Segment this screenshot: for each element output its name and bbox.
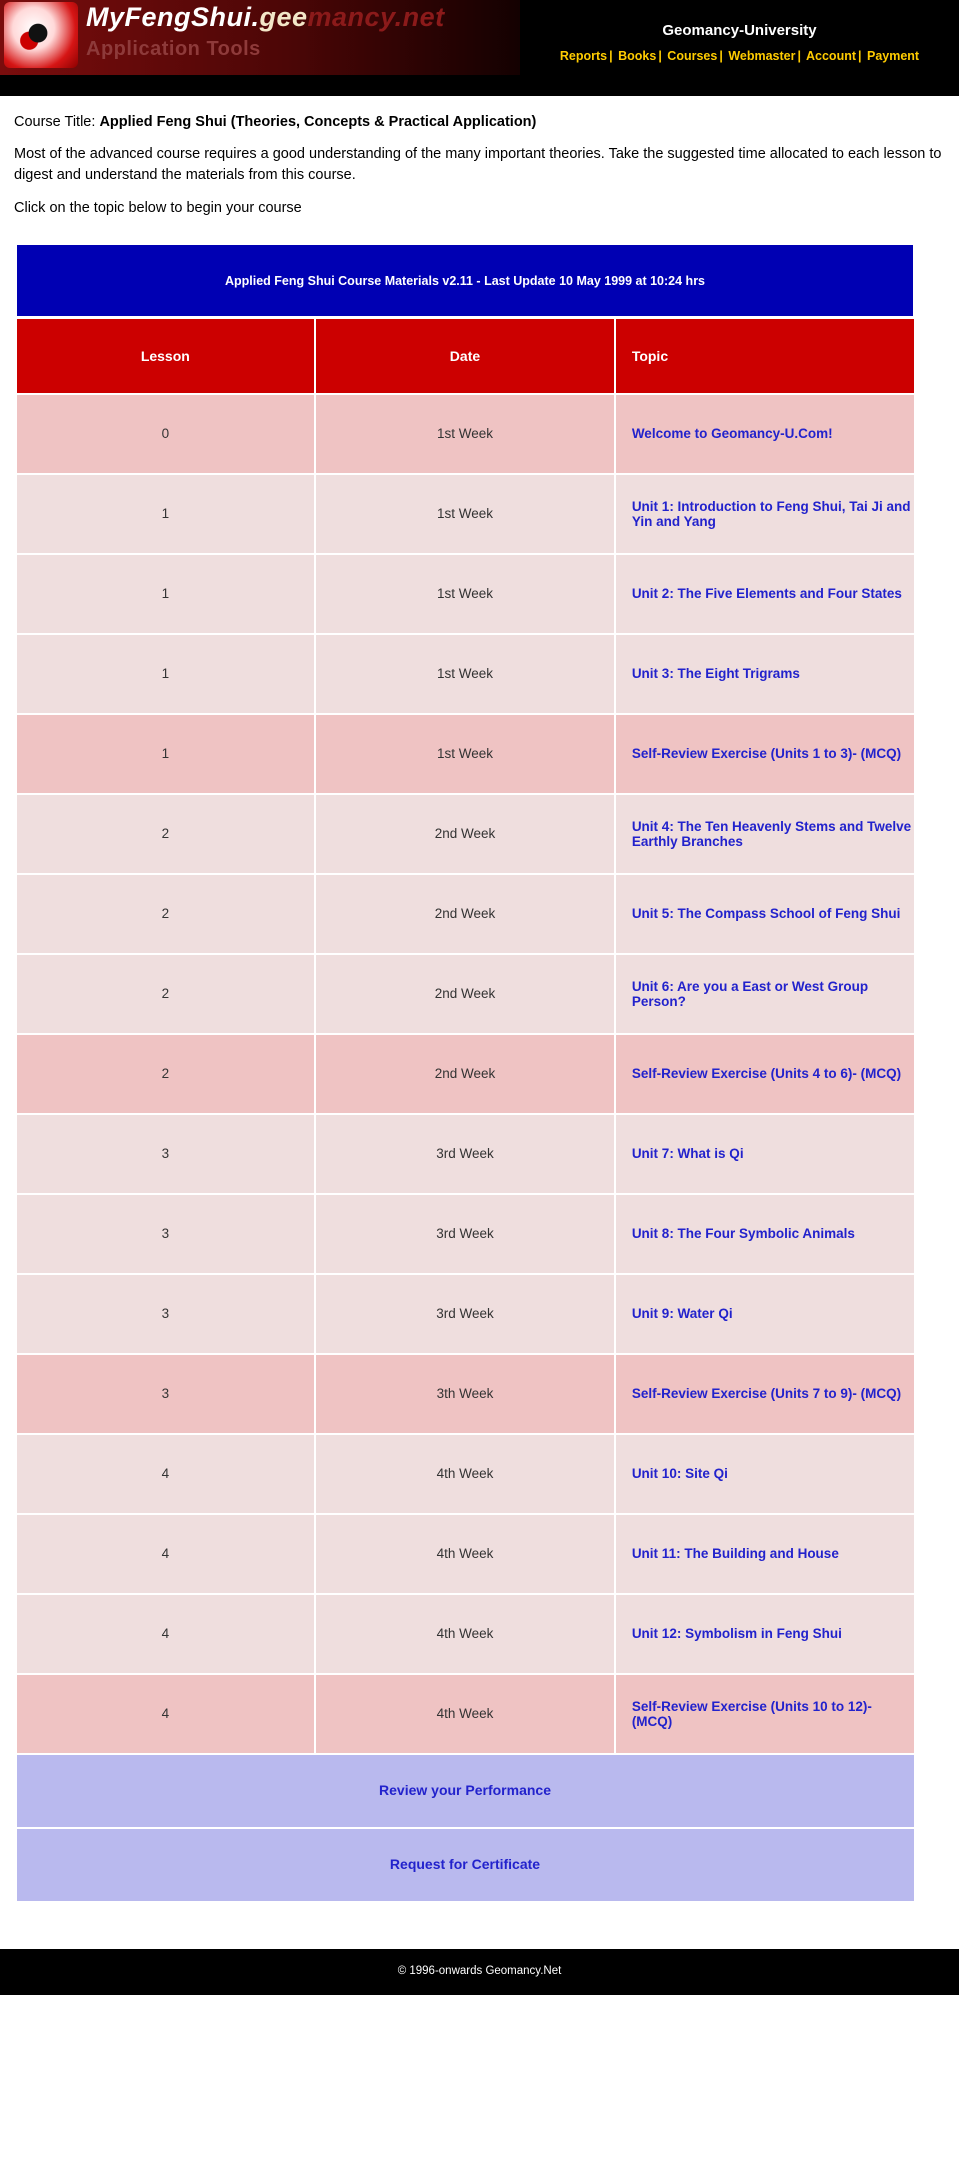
cell-lesson: 2 bbox=[16, 1034, 316, 1114]
site-header bbox=[0, 0, 959, 96]
geomancy-logo-icon bbox=[4, 2, 78, 68]
cell-topic bbox=[615, 1034, 915, 1114]
cell-topic bbox=[615, 554, 915, 634]
cell-lesson: 3 bbox=[16, 1114, 316, 1194]
brand-title-part2: gee bbox=[259, 2, 308, 32]
cell-date: 1st Week bbox=[315, 554, 615, 634]
table-row bbox=[16, 1434, 915, 1514]
topic-link[interactable]: Unit 9: Water Qi bbox=[631, 1306, 733, 1322]
column-header-lesson: Lesson bbox=[16, 318, 316, 394]
cell-date: 4th Week bbox=[315, 1594, 615, 1674]
nav-separator: | bbox=[609, 49, 613, 63]
cell-date: 2nd Week bbox=[315, 874, 615, 954]
cell-topic bbox=[615, 394, 915, 474]
table-row bbox=[16, 1514, 915, 1594]
site-footer bbox=[0, 1949, 959, 1995]
cell-lesson: 1 bbox=[16, 554, 316, 634]
cell-topic bbox=[615, 1194, 915, 1274]
nav-separator: | bbox=[658, 49, 662, 63]
cell-topic bbox=[615, 1274, 915, 1354]
nav-item-webmaster[interactable]: Webmaster bbox=[728, 49, 796, 63]
cell-date: 3rd Week bbox=[315, 1114, 615, 1194]
cell-topic bbox=[615, 474, 915, 554]
cell-lesson: 1 bbox=[16, 474, 316, 554]
table-row bbox=[16, 1194, 915, 1274]
topic-link[interactable]: Unit 12: Symbolism in Feng Shui bbox=[631, 1626, 842, 1642]
table-row bbox=[16, 1114, 915, 1194]
table-row bbox=[16, 554, 915, 634]
table-row bbox=[16, 474, 915, 554]
nav-separator: | bbox=[719, 49, 723, 63]
nav-separator: | bbox=[858, 49, 862, 63]
nav-separator: | bbox=[797, 49, 801, 63]
main-content bbox=[0, 96, 959, 216]
topic-link[interactable]: Unit 10: Site Qi bbox=[631, 1466, 728, 1482]
university-name: Geomancy-University bbox=[662, 22, 817, 39]
table-row bbox=[16, 634, 915, 714]
topic-link[interactable]: Unit 6: Are you a East or West Group Person? bbox=[631, 978, 869, 1009]
table-row bbox=[16, 1354, 915, 1434]
course-title-line bbox=[14, 114, 945, 130]
cell-date: 3th Week bbox=[315, 1354, 615, 1434]
brand-title bbox=[86, 2, 445, 33]
cell-date: 4th Week bbox=[315, 1434, 615, 1514]
nav-item-courses[interactable]: Courses bbox=[667, 49, 718, 63]
topic-link[interactable]: Welcome to Geomancy-U.Com! bbox=[631, 426, 833, 442]
cell-date: 2nd Week bbox=[315, 1034, 615, 1114]
action-row bbox=[16, 1828, 915, 1902]
topic-link[interactable]: Unit 2: The Five Elements and Four States bbox=[631, 586, 902, 602]
main-nav bbox=[520, 49, 959, 63]
topic-link[interactable]: Self-Review Exercise (Units 4 to 6)- (MCQ) bbox=[631, 1066, 902, 1082]
action-cell bbox=[16, 1828, 915, 1902]
cell-date: 1st Week bbox=[315, 394, 615, 474]
cell-lesson: 4 bbox=[16, 1514, 316, 1594]
cell-topic bbox=[615, 714, 915, 794]
table-header-row bbox=[16, 318, 915, 394]
cell-lesson: 1 bbox=[16, 714, 316, 794]
cell-date: 1st Week bbox=[315, 474, 615, 554]
course-materials-table bbox=[14, 242, 916, 1903]
cell-date: 3rd Week bbox=[315, 1194, 615, 1274]
cell-date: 4th Week bbox=[315, 1674, 615, 1754]
topic-link[interactable]: Unit 7: What is Qi bbox=[631, 1146, 744, 1162]
cell-topic bbox=[615, 1114, 915, 1194]
course-intro-text: Most of the advanced course requires a good understanding of the many important theories. Take the suggested time allocated to each lesson to digest and understand the materials from this course. bbox=[14, 146, 942, 184]
course-instruction-text: Click on the topic below to begin your course bbox=[14, 200, 302, 217]
nav-item-account[interactable]: Account bbox=[806, 49, 856, 63]
table-row bbox=[16, 874, 915, 954]
course-title-value: Applied Feng Shui (Theories, Concepts & Practical Application) bbox=[99, 114, 537, 130]
cell-lesson: 2 bbox=[16, 874, 316, 954]
cell-lesson: 4 bbox=[16, 1674, 316, 1754]
cell-lesson: 2 bbox=[16, 794, 316, 874]
table-row bbox=[16, 1034, 915, 1114]
footer-copyright: © 1996-onwards Geomancy.Net bbox=[397, 1964, 562, 1977]
cell-lesson: 4 bbox=[16, 1594, 316, 1674]
nav-item-books[interactable]: Books bbox=[618, 49, 657, 63]
topic-link[interactable]: Unit 11: The Building and House bbox=[631, 1546, 839, 1562]
cell-topic bbox=[615, 954, 915, 1034]
brand-title-part3: mancy.net bbox=[307, 2, 445, 32]
header-right bbox=[520, 0, 959, 75]
cell-lesson: 1 bbox=[16, 634, 316, 714]
table-row bbox=[16, 1274, 915, 1354]
brand-subtitle: Application Tools bbox=[86, 38, 261, 60]
action-cell bbox=[16, 1754, 915, 1828]
cell-topic bbox=[615, 1434, 915, 1514]
cell-lesson: 3 bbox=[16, 1194, 316, 1274]
cell-lesson: 4 bbox=[16, 1434, 316, 1514]
table-row bbox=[16, 714, 915, 794]
cell-date: 3rd Week bbox=[315, 1274, 615, 1354]
cell-date: 4th Week bbox=[315, 1514, 615, 1594]
cell-date: 2nd Week bbox=[315, 794, 615, 874]
cell-lesson: 2 bbox=[16, 954, 316, 1034]
review-performance-link[interactable]: Review your Performance bbox=[379, 1781, 551, 1798]
cell-topic bbox=[615, 1594, 915, 1674]
table-row bbox=[16, 1594, 915, 1674]
cell-topic bbox=[615, 1514, 915, 1594]
topic-link[interactable]: Unit 4: The Ten Heavenly Stems and Twelve Earthly Branches bbox=[631, 818, 912, 849]
cell-lesson: 0 bbox=[16, 394, 316, 474]
column-header-topic: Topic bbox=[615, 318, 915, 394]
table-row bbox=[16, 794, 915, 874]
topic-link[interactable]: Self-Review Exercise (Units 1 to 3)- (MCQ) bbox=[631, 746, 902, 762]
cell-lesson: 3 bbox=[16, 1354, 316, 1434]
column-header-date: Date bbox=[315, 318, 615, 394]
topic-link[interactable]: Unit 1: Introduction to Feng Shui, Tai Ji and Yin and Yang bbox=[631, 498, 911, 529]
topic-link[interactable]: Self-Review Exercise (Units 7 to 9)- (MCQ) bbox=[631, 1386, 902, 1402]
brand-title-part1: MyFengShui. bbox=[86, 2, 260, 32]
topic-link[interactable]: Unit 5: The Compass School of Feng Shui bbox=[631, 906, 901, 922]
nav-item-payment[interactable]: Payment bbox=[866, 49, 920, 63]
table-banner-row bbox=[16, 244, 915, 318]
table-row bbox=[16, 394, 915, 474]
cell-date: 2nd Week bbox=[315, 954, 615, 1034]
table-banner-text: Applied Feng Shui Course Materials v2.11 - Last Update 10 May 1999 at 10:24 hrs bbox=[16, 244, 915, 318]
cell-topic bbox=[615, 794, 915, 874]
cell-topic bbox=[615, 1674, 915, 1754]
cell-date: 1st Week bbox=[315, 714, 615, 794]
cell-date: 1st Week bbox=[315, 634, 615, 714]
topic-link[interactable]: Unit 8: The Four Symbolic Animals bbox=[631, 1226, 855, 1242]
topic-link[interactable]: Self-Review Exercise (Units 10 to 12)- (MCQ) bbox=[631, 1698, 872, 1729]
cell-lesson: 3 bbox=[16, 1274, 316, 1354]
nav-item-reports[interactable]: Reports bbox=[559, 49, 608, 63]
cell-topic bbox=[615, 1354, 915, 1434]
course-title-label: Course Title: bbox=[14, 114, 96, 130]
action-row bbox=[16, 1754, 915, 1828]
topic-link[interactable]: Unit 3: The Eight Trigrams bbox=[631, 666, 800, 682]
cell-topic bbox=[615, 874, 915, 954]
request-certificate-link[interactable]: Request for Certificate bbox=[389, 1855, 541, 1872]
table-row bbox=[16, 954, 915, 1034]
cell-topic bbox=[615, 634, 915, 714]
table-row bbox=[16, 1674, 915, 1754]
